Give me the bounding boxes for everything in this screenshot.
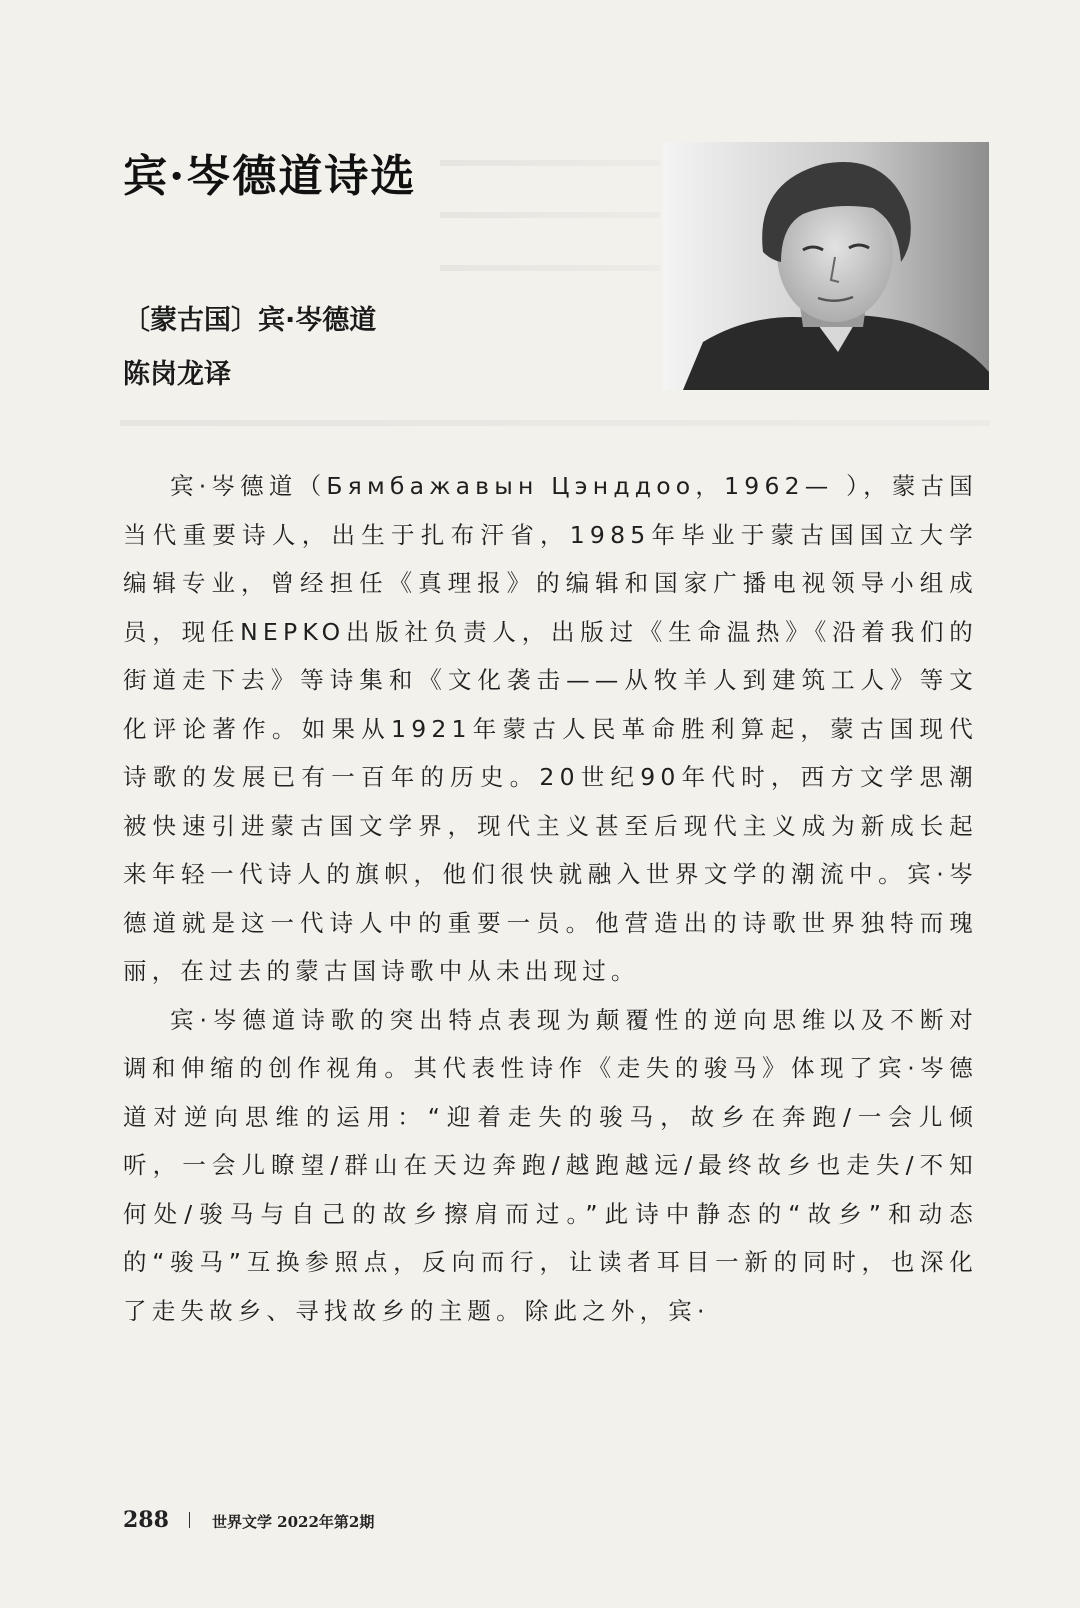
article-title: 宾·岑德道诗选 xyxy=(123,151,417,202)
page-number: 288 xyxy=(123,1507,169,1533)
page-footer xyxy=(123,1507,374,1533)
author-line: 〔蒙古国〕宾·岑德道 xyxy=(123,305,377,336)
footer-separator xyxy=(189,1512,190,1528)
translator-line: 陈岗龙译 xyxy=(123,359,231,390)
article-body xyxy=(123,462,978,1335)
journal-info: 世界文学 2022年第2期 xyxy=(211,1513,375,1531)
author-photo xyxy=(663,142,989,390)
paragraph-intro: 宾·岑德道（Бямбажавын Цэнддоо，1962— ），蒙古国当代重要诗人，出生于扎布汗省，1985年毕业于蒙古国国立大学编辑专业，曾经担任《真理报》的编辑和国家广播电视领导小组成员，现任NEPKO出版社负责人，出版过《生命温热》《沿着我们的街道走下去》等诗集和《文化袭击——从牧羊人到建筑工人》等文化评论著作。如果从1921年蒙古人民革命胜利算起，蒙古国现代诗歌的发展已有一百年的历史。20世纪90年代时，西方文学思潮被快速引进蒙古国文学界，现代主义甚至后现代主义成为新成长起来年轻一代诗人的旗帜，他们很快就融入世界文学的潮流中。宾·岑德道就是这一代诗人中的重要一员。他营造出的诗歌世界独特而瑰丽，在过去的蒙古国诗歌中从未出现过。 xyxy=(123,472,978,985)
paragraph-features: 宾·岑德道诗歌的突出特点表现为颠覆性的逆向思维以及不断对调和伸缩的创作视角。其代表性诗作《走失的骏马》体现了宾·岑德道对逆向思维的运用：“迎着走失的骏马，故乡在奔跑/一会儿倾听，一会儿瞭望/群山在天边奔跑/越跑越远/最终故乡也走失/不知何处/骏马与自己的故乡擦肩而过。”此诗中静态的“故乡”和动态的“骏马”互换参照点，反向而行，让读者耳目一新的同时，也深化了走失故乡、寻找故乡的主题。除此之外，宾· xyxy=(123,1005,978,1325)
